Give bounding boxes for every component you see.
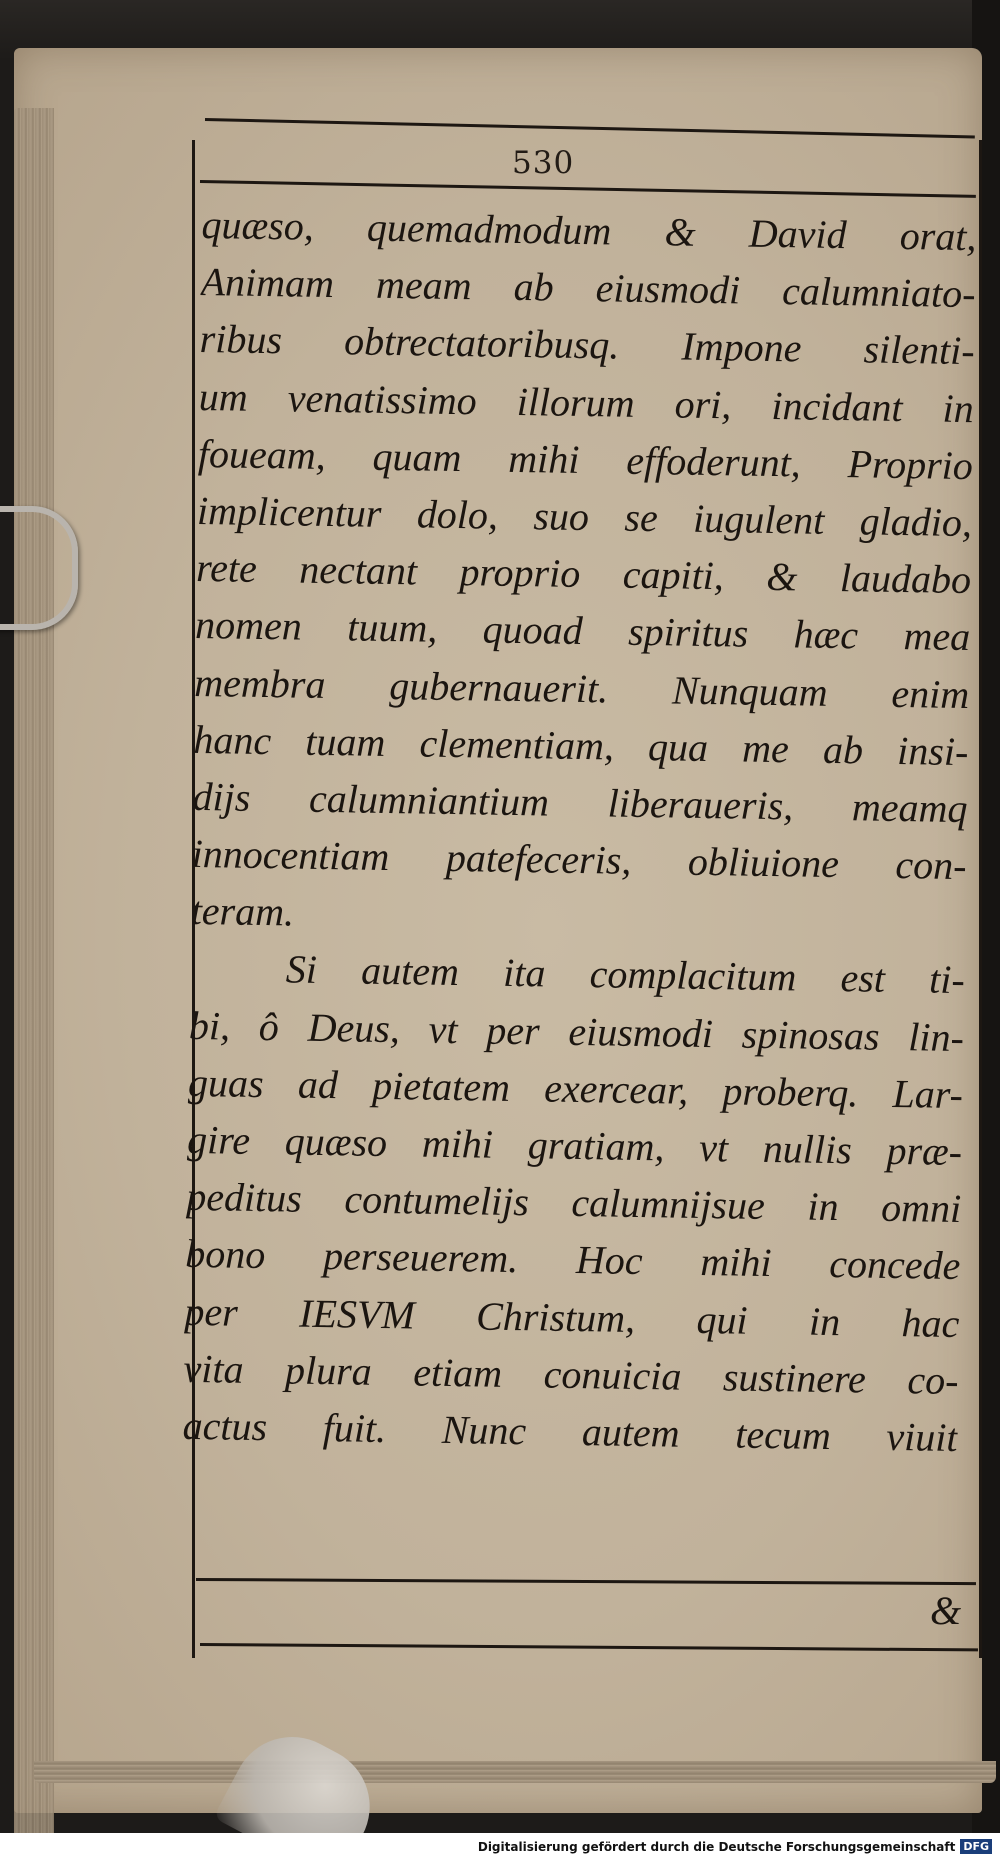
text-line: gire quæso mihi gratiam, vt nullis præ- (186, 1116, 963, 1175)
text-line: membra gubernauerit. Nunquam enim (194, 659, 970, 717)
text-line: vita plura etiam conuicia sustinere co- (183, 1345, 959, 1403)
page-edges-bottom (34, 1761, 996, 1783)
dfg-logo: DFG (960, 1839, 992, 1854)
text-line: foueam, quam mihi effoderunt, Proprio (197, 430, 974, 488)
text-line: bono perseuerem. Hoc mihi concede (185, 1231, 961, 1289)
page-number: 530 (512, 145, 575, 181)
text-line: hanc tuam clementiam, qua me ab insi- (193, 716, 969, 774)
text-line: um venatissimo illorum ori, incidant in (198, 373, 975, 431)
text-line: innocentiam patefeceris, obliuione con- (191, 830, 967, 889)
text-line: guas ad pietatem exercear, proberq. Lar- (187, 1059, 964, 1117)
text-line: nomen tuum, quoad spiritus hæc mea (194, 602, 971, 660)
text-line: bi, ô Deus, vt per eiusmodi spinosas lin- (188, 1002, 965, 1060)
text-line: per IESVM Christum, qui in hac (184, 1288, 960, 1346)
text-line: quæso, quemadmodum & David orat, (201, 201, 977, 260)
text-line: implicentur dolo, suo se iugulent gladio, (196, 487, 973, 546)
text-line: Animam meam ab eiusmodi calumniato- (200, 259, 976, 317)
credit-text: Digitalisierung gefördert durch die Deutsche Forschungsgemeinschaft (477, 1839, 956, 1854)
text-line: dijs calumniantium liberaueris, meamq (192, 773, 968, 831)
page-clip (0, 506, 78, 630)
footer-strip (0, 1833, 1000, 1857)
text-line: peditus contumelijs calumnijsue in omni (185, 1174, 962, 1232)
body-text (182, 196, 982, 1466)
text-line: rete nectant proprio capiti, & laudabo (195, 545, 972, 603)
page-edges-left (14, 108, 54, 1857)
text-line-paragraph-start: Si autem ita complacitum est ti- (285, 946, 966, 1003)
catchword: & (930, 1588, 962, 1633)
text-line: teram. (190, 888, 295, 935)
text-line: ribus obtrectatoribusq. Impone silenti- (199, 316, 976, 374)
funding-credit (478, 1839, 992, 1854)
text-line: actus fuit. Nunc autem tecum viuit (182, 1402, 958, 1460)
